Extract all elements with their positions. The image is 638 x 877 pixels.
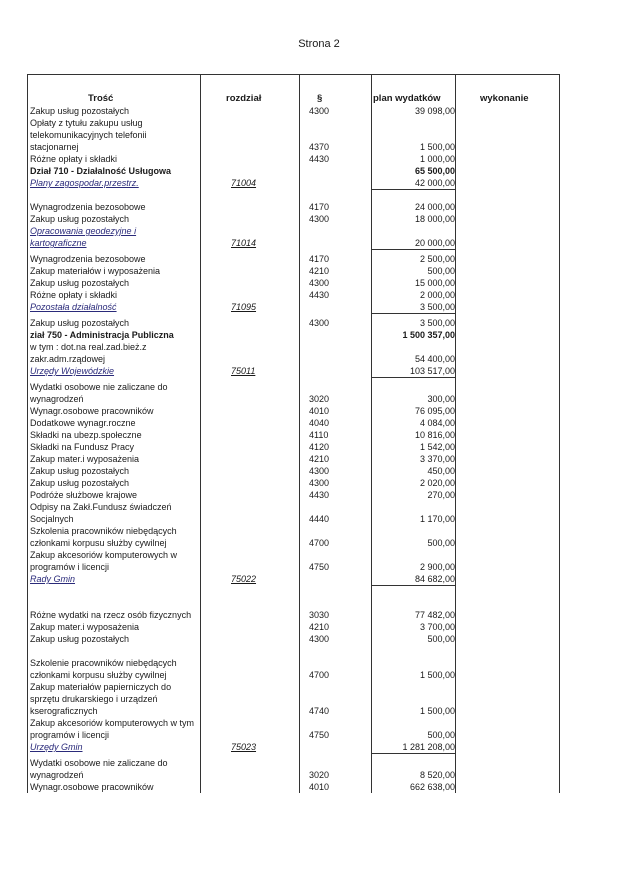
row-plan-value: 2 000,00 — [419, 290, 455, 300]
table-row — [28, 213, 559, 225]
table-row — [28, 525, 559, 537]
row-plan-value: 1 000,00 — [419, 154, 455, 164]
row-description: kserograficznych — [30, 706, 98, 716]
table-row — [28, 393, 559, 405]
row-plan-value: 84 682,00 — [414, 574, 455, 584]
subtotal-underline — [371, 377, 455, 378]
row-description: Opłaty z tytułu zakupu usług — [30, 118, 143, 128]
row-description: Odpisy na Zakł.Fundusz świadczeń — [30, 502, 172, 512]
row-plan-value: 4 084,00 — [419, 418, 455, 428]
table-row — [28, 417, 559, 429]
row-paragraph: 4300 — [309, 106, 330, 116]
table-row — [28, 717, 559, 729]
row-description: ział 750 - Administracja Publiczna — [30, 330, 174, 340]
row-paragraph: 3020 — [309, 394, 330, 404]
row-paragraph: 4110 — [309, 430, 329, 440]
row-paragraph: 4300 — [309, 318, 330, 328]
row-plan-value: 20 000,00 — [414, 238, 455, 248]
row-paragraph: 4430 — [309, 290, 330, 300]
table-row — [28, 537, 559, 549]
row-paragraph: 4210 — [309, 454, 330, 464]
row-plan-value: 18 000,00 — [414, 214, 455, 224]
table-row — [28, 513, 559, 525]
row-plan-value: 1 170,00 — [419, 514, 455, 524]
row-description: Zakup usług pozostałych — [30, 214, 130, 224]
row-plan-value: 1 281 208,00 — [402, 742, 455, 752]
row-plan-value: 2 900,00 — [419, 562, 455, 572]
table-row — [28, 237, 559, 249]
row-paragraph: 4170 — [309, 202, 330, 212]
table-row — [28, 289, 559, 301]
table-row — [28, 353, 559, 365]
row-paragraph: 4430 — [309, 490, 330, 500]
table-row — [28, 441, 559, 453]
row-paragraph: 4010 — [309, 782, 330, 792]
table-row — [28, 657, 559, 669]
row-description: Szkolenia pracowników niebędących — [30, 526, 177, 536]
table-row — [28, 489, 559, 501]
table-row — [28, 633, 559, 645]
subtotal-underline — [371, 753, 455, 754]
table-row — [28, 501, 559, 513]
row-paragraph: 4370 — [309, 142, 330, 152]
table-row — [28, 741, 559, 753]
row-description: Wynagr.osobowe pracowników — [30, 782, 154, 792]
row-plan-value: 39 098,00 — [414, 106, 455, 116]
row-plan-value: 3 500,00 — [419, 318, 455, 328]
row-rozdzial: 71014 — [231, 238, 257, 248]
row-plan-value: 450,00 — [427, 466, 455, 476]
row-paragraph: 4440 — [309, 514, 330, 524]
row-plan-value: 15 000,00 — [414, 278, 455, 288]
page-number: Strona 2 — [298, 38, 340, 50]
row-description: Opracowania geodezyjne i — [30, 226, 137, 236]
header-plan: plan wydatków — [373, 93, 441, 104]
row-plan-value: 1 500 357,00 — [402, 330, 455, 340]
table-row — [28, 693, 559, 705]
row-plan-value: 1 542,00 — [419, 442, 455, 452]
row-plan-value: 8 520,00 — [419, 770, 455, 780]
row-description: stacjonarnej — [30, 142, 79, 152]
table-row — [28, 177, 559, 189]
table-row — [28, 757, 559, 769]
row-description: Zakup akcesoriów komputerowych w tym — [30, 718, 195, 728]
row-description: Dział 710 - Działalność Usługowa — [30, 166, 172, 176]
row-description: Składki na ubezp.społeczne — [30, 430, 142, 440]
row-description: Urzędy Gmin — [30, 742, 83, 752]
row-description: wynagrodzeń — [30, 770, 84, 780]
table-row — [28, 117, 559, 129]
row-paragraph: 4170 — [309, 254, 330, 264]
table-row — [28, 549, 559, 561]
row-description: Zakup usług pozostałych — [30, 278, 130, 288]
row-paragraph: 4300 — [309, 214, 330, 224]
row-description: członkami korpusu służby cywilnej — [30, 538, 167, 548]
header-wykonanie: wykonanie — [480, 93, 529, 104]
table-row — [28, 301, 559, 313]
row-description: Zakup materiałów papierniczych do — [30, 682, 172, 692]
subtotal-underline — [371, 313, 455, 314]
subtotal-underline — [371, 189, 455, 190]
table-row — [28, 329, 559, 341]
row-description: Dodatkowe wynagr.roczne — [30, 418, 136, 428]
row-description: Urzędy Wojewódzkie — [30, 366, 115, 376]
row-plan-value: 500,00 — [427, 730, 455, 740]
row-description: Zakup akcesoriów komputerowych w — [30, 550, 178, 560]
table-row — [28, 153, 559, 165]
table-row — [28, 429, 559, 441]
row-plan-value: 103 517,00 — [409, 366, 455, 376]
table-row — [28, 669, 559, 681]
row-description: Socjalnych — [30, 514, 74, 524]
row-plan-value: 300,00 — [427, 394, 455, 404]
row-paragraph: 4750 — [309, 562, 330, 572]
row-description: Plany zagospodar.przestrz. — [30, 178, 139, 188]
table-row — [28, 165, 559, 177]
row-description: sprzętu drukarskiego i urządzeń — [30, 694, 158, 704]
table-row — [28, 477, 559, 489]
row-description: Różne opłaty i składki — [30, 290, 118, 300]
row-plan-value: 3 370,00 — [419, 454, 455, 464]
row-description: telekomunikacyjnych telefonii — [30, 130, 147, 140]
row-plan-value: 662 638,00 — [409, 782, 455, 792]
table-row — [28, 253, 559, 265]
row-description: Zakup materiałów i wyposażenia — [30, 266, 161, 276]
table-row — [28, 405, 559, 417]
table-row — [28, 105, 559, 117]
row-paragraph: 4300 — [309, 466, 330, 476]
table-row — [28, 621, 559, 633]
table-row — [28, 729, 559, 741]
row-paragraph: 4210 — [309, 622, 330, 632]
row-description: Podróże służbowe krajowe — [30, 490, 138, 500]
row-plan-value: 500,00 — [427, 538, 455, 548]
row-plan-value: 42 000,00 — [414, 178, 455, 188]
row-plan-value: 2 500,00 — [419, 254, 455, 264]
row-plan-value: 500,00 — [427, 266, 455, 276]
row-plan-value: 1 500,00 — [419, 142, 455, 152]
header-description: Trość — [88, 93, 114, 104]
row-plan-value: 10 816,00 — [414, 430, 455, 440]
row-description: Zakup usług pozostałych — [30, 634, 130, 644]
row-rozdzial: 75023 — [231, 742, 257, 752]
table-row — [28, 317, 559, 329]
row-description: Różne opłaty i składki — [30, 154, 118, 164]
row-description: w tym : dot.na real.zad.bież.z — [30, 342, 147, 352]
row-description: programów i licencji — [30, 562, 110, 572]
row-paragraph: 4300 — [309, 634, 330, 644]
row-description: kartograficzne — [30, 238, 87, 248]
row-description: zakr.adm.rządowej — [30, 354, 106, 364]
row-plan-value: 500,00 — [427, 634, 455, 644]
table-row — [28, 141, 559, 153]
row-plan-value: 2 020,00 — [419, 478, 455, 488]
table-row — [28, 225, 559, 237]
row-rozdzial: 71095 — [231, 302, 257, 312]
table-row — [28, 341, 559, 353]
row-paragraph: 4210 — [309, 266, 330, 276]
table-row — [28, 465, 559, 477]
row-description: programów i licencji — [30, 730, 110, 740]
table-row — [28, 681, 559, 693]
row-description: Wynagrodzenia bezosobowe — [30, 202, 146, 212]
row-plan-value: 76 095,00 — [414, 406, 455, 416]
row-rozdzial: 75011 — [231, 366, 256, 376]
table-row — [28, 453, 559, 465]
row-paragraph: 4120 — [309, 442, 330, 452]
table-row — [28, 561, 559, 573]
table-row — [28, 781, 559, 793]
row-plan-value: 1 500,00 — [419, 706, 455, 716]
row-description: wynagrodzeń — [30, 394, 84, 404]
row-plan-value: 1 500,00 — [419, 670, 455, 680]
table-row — [28, 609, 559, 621]
row-paragraph: 4040 — [309, 418, 330, 428]
row-paragraph: 4700 — [309, 670, 330, 680]
row-paragraph: 4430 — [309, 154, 330, 164]
row-paragraph: 3020 — [309, 770, 330, 780]
table-row — [28, 381, 559, 393]
row-description: Zakup usług pozostałych — [30, 318, 130, 328]
subtotal-underline — [371, 249, 455, 250]
table-row — [28, 129, 559, 141]
table-row — [28, 201, 559, 213]
row-plan-value: 3 700,00 — [419, 622, 455, 632]
row-description: Rady Gmin — [30, 574, 76, 584]
row-plan-value: 54 400,00 — [414, 354, 455, 364]
table-row — [28, 769, 559, 781]
row-plan-value: 77 482,00 — [414, 610, 455, 620]
row-description: Zakup usług pozostałych — [30, 466, 130, 476]
row-description: Wydatki osobowe nie zaliczane do — [30, 758, 168, 768]
budget-table — [27, 74, 560, 793]
table-row — [28, 265, 559, 277]
table-row — [28, 277, 559, 289]
row-description: Zakup usług pozostałych — [30, 106, 130, 116]
row-paragraph: 4300 — [309, 478, 330, 488]
row-description: Wynagr.osobowe pracowników — [30, 406, 154, 416]
table-row — [28, 365, 559, 377]
row-paragraph: 4700 — [309, 538, 330, 548]
row-plan-value: 65 500,00 — [414, 166, 455, 176]
header-paragraph: § — [317, 93, 323, 104]
row-description: członkami korpusu służby cywilnej — [30, 670, 167, 680]
row-plan-value: 270,00 — [427, 490, 455, 500]
table-row — [28, 705, 559, 717]
row-description: Zakup mater.i wyposażenia — [30, 622, 140, 632]
row-description: Wynagrodzenia bezosobowe — [30, 254, 146, 264]
row-paragraph: 4750 — [309, 730, 330, 740]
row-rozdzial: 71004 — [231, 178, 257, 188]
row-paragraph: 4300 — [309, 278, 330, 288]
row-description: Składki na Fundusz Pracy — [30, 442, 135, 452]
row-description: Zakup mater.i wyposażenia — [30, 454, 140, 464]
row-description: Wydatki osobowe nie zaliczane do — [30, 382, 168, 392]
row-plan-value: 24 000,00 — [414, 202, 455, 212]
row-rozdzial: 75022 — [231, 574, 257, 584]
row-description: Zakup usług pozostałych — [30, 478, 130, 488]
header-rozdzial: rozdział — [226, 93, 262, 104]
row-description: Szkolenie pracowników niebędących — [30, 658, 177, 668]
row-description: Pozostała działalność — [30, 302, 117, 312]
row-paragraph: 4740 — [309, 706, 330, 716]
row-paragraph: 3030 — [309, 610, 330, 620]
row-description: Różne wydatki na rzecz osób fizycznych — [30, 610, 192, 620]
row-paragraph: 4010 — [309, 406, 330, 416]
row-plan-value: 3 500,00 — [419, 302, 455, 312]
subtotal-underline — [371, 585, 455, 586]
table-row — [28, 573, 559, 585]
